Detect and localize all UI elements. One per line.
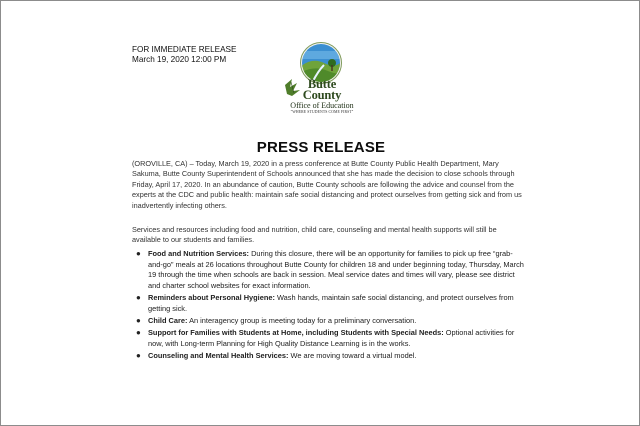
list-item	[132, 328, 527, 349]
list-item-heading: Food and Nutrition Services:	[148, 249, 250, 258]
list-item	[132, 316, 527, 327]
list-item-heading: Reminders about Personal Hygiene:	[148, 292, 275, 302]
bullet-icon: ●	[136, 249, 141, 258]
bullet-icon: ●	[136, 292, 141, 302]
services-paragraph: Services and resources including food and nutrition, child care, counseling and mental health supports will still be available to our students and families.	[132, 225, 497, 245]
list-item-heading: Child Care:	[148, 315, 188, 325]
list-item-text: During this closure, there will be an opportunity for families to pick up free “grab-and-go” meals at 26 locations throughout Butte County for children 18 and under beginning today, Thursday, March 19 through the time when schools are back in session. Meal service dates and times will vary, please see district and charter school websites for exact information.	[148, 249, 524, 290]
services-list	[132, 249, 527, 363]
bullet-icon: ●	[136, 327, 141, 337]
logo-tagline: "WHERE STUDENTS COME FIRST"	[290, 110, 354, 114]
bullet-icon: ●	[136, 315, 141, 325]
list-item-text: Optional activities for now, with Long-term Planning for High Quality Distance Learning is in the works.	[148, 327, 515, 348]
logo-wordmark	[282, 78, 362, 115]
release-date: March 19, 2020 12:00 PM	[132, 55, 227, 64]
release-header	[132, 45, 236, 65]
list-item	[132, 249, 527, 291]
list-item-text: An interagency group is meeting today for a preliminary conversation.	[187, 315, 417, 325]
list-item-text: Wash hands, maintain safe social distancing, and protect ourselves from getting sick.	[148, 292, 514, 313]
logo-line-butte: Butte	[307, 77, 337, 91]
list-item	[132, 293, 527, 314]
intro-paragraph: (OROVILLE, CA) – Today, March 19, 2020 in a press conference at Butte County Public Health Department, Mary Sakuma, Butte County Superintendent of Schools announced that she has made the decision to close schools through Friday, April 17, 2020. In an abundance of caution, Butte County schools are following the advice and counsel from the experts at the CDC and public health: maintain safe social distancing and protect ourselves from getting sick and from us inadvertently infecting others.	[132, 159, 522, 210]
bullet-icon: ●	[136, 350, 141, 360]
page-title: PRESS RELEASE	[256, 139, 386, 156]
release-line: FOR IMMEDIATE RELEASE	[132, 45, 237, 54]
list-item	[132, 351, 527, 362]
list-item-heading: Support for Families with Students at Home, including Students with Special Needs:	[148, 327, 444, 337]
logo-line-office: Office of Education	[290, 101, 354, 110]
list-item-heading: Counseling and Mental Health Services:	[148, 350, 289, 360]
list-item-text: We are moving toward a virtual model.	[288, 350, 417, 360]
logo-line-county: County	[302, 88, 342, 102]
